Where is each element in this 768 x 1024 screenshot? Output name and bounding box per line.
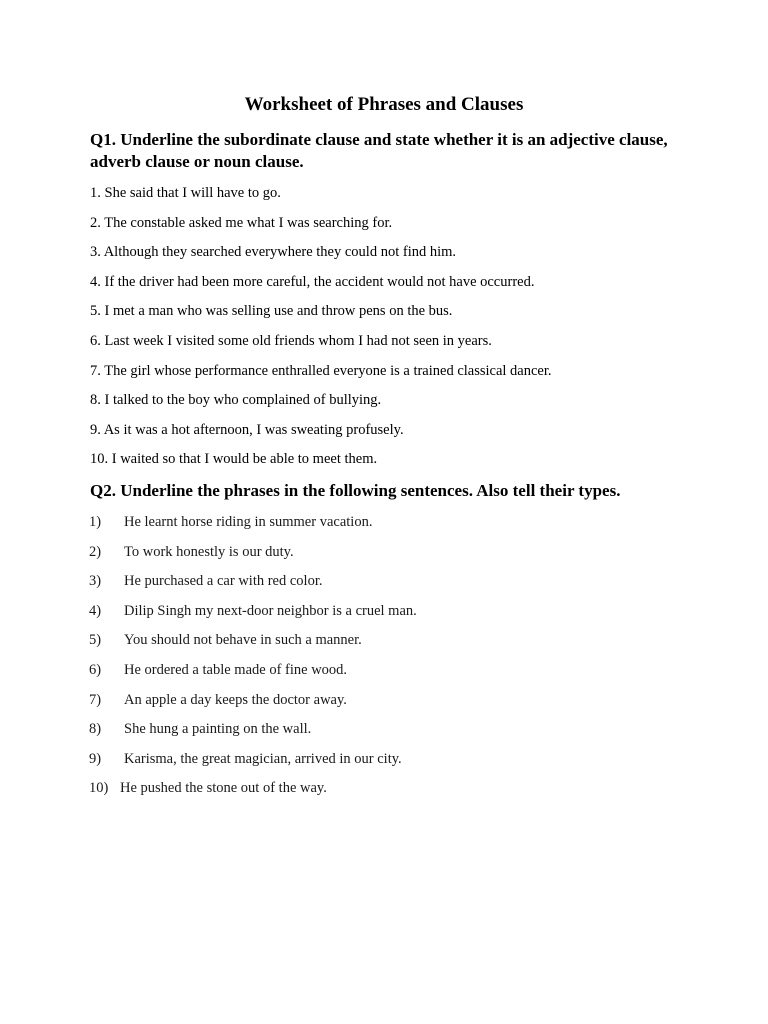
q2-sentence-number: 7) (89, 691, 102, 708)
q1-sentence: 4. If the driver had been more careful, the accident would not have occurred. (90, 273, 535, 290)
q2-sentence-text: You should not behave in such a manner. (124, 632, 362, 649)
q2-sentence (89, 572, 417, 602)
q1-sentence: 10. I waited so that I would be able to meet them. (90, 451, 378, 468)
q2-sentence-list (89, 513, 417, 809)
q2-sentence-text: Dilip Singh my next-door neighbor is a cruel man. (124, 602, 417, 619)
q2-sentence-text: Karisma, the great magician, arrived in our city. (124, 750, 402, 767)
q2-sentence-text: He learnt horse riding in summer vacation. (124, 514, 373, 530)
q2-sentence-number: 6) (89, 661, 102, 678)
q2-sentence (89, 543, 417, 573)
q1-heading: Q1. Underline the subordinate clause and state whether it is an adjective clause, adverb clause or noun clause. (90, 130, 668, 171)
q1-sentence: 2. The constable asked me what I was searching for. (90, 214, 393, 231)
q1-sentence: 6. Last week I visited some old friends whom I had not seen in years. (90, 332, 492, 349)
q1-sentence: 9. As it was a hot afternoon, I was sweating profusely. (90, 421, 404, 438)
q2-sentence-number: 9) (89, 750, 102, 767)
q2-sentence (89, 779, 417, 809)
q1-sentence-list (90, 184, 552, 480)
q2-sentence-number: 4) (89, 602, 102, 619)
q2-sentence (89, 631, 417, 661)
q2-sentence-text: He ordered a table made of fine wood. (124, 661, 348, 678)
q2-sentence-text: He purchased a car with red color. (124, 573, 323, 590)
q2-sentence-number: 2) (89, 543, 102, 560)
q2-sentence (89, 720, 417, 750)
q2-sentence-text: She hung a painting on the wall. (124, 721, 312, 738)
q2-heading: Q2. Underline the phrases in the following sentences. Also tell their types. (90, 481, 621, 500)
q1-sentence: 5. I met a man who was selling use and throw pens on the bus. (90, 303, 453, 320)
q2-sentence-number: 1) (89, 514, 102, 530)
q2-sentence (89, 513, 417, 543)
q1-sentence: 3. Although they searched everywhere they could not find him. (90, 244, 457, 261)
q2-sentence-number: 10) (89, 780, 109, 797)
q2-sentence-number: 3) (89, 573, 102, 590)
q2-sentence (89, 691, 417, 721)
q1-sentence: 8. I talked to the boy who complained of bullying. (90, 392, 382, 409)
q2-sentence-number: 8) (89, 721, 102, 738)
q2-sentence (89, 602, 417, 632)
q2-sentence-text: An apple a day keeps the doctor away. (124, 691, 347, 708)
q1-sentence: 7. The girl whose performance enthralled everyone is a trained classical dancer. (90, 362, 552, 379)
q1-sentence: 1. She said that I will have to go. (90, 185, 281, 201)
q2-sentence-number: 5) (89, 632, 102, 649)
q2-sentence-text: To work honestly is our duty. (124, 543, 294, 560)
q2-sentence (89, 661, 417, 691)
page-title: Worksheet of Phrases and Clauses (244, 94, 524, 115)
q2-sentence-text: He pushed the stone out of the way. (120, 780, 327, 797)
q2-sentence (89, 750, 417, 780)
